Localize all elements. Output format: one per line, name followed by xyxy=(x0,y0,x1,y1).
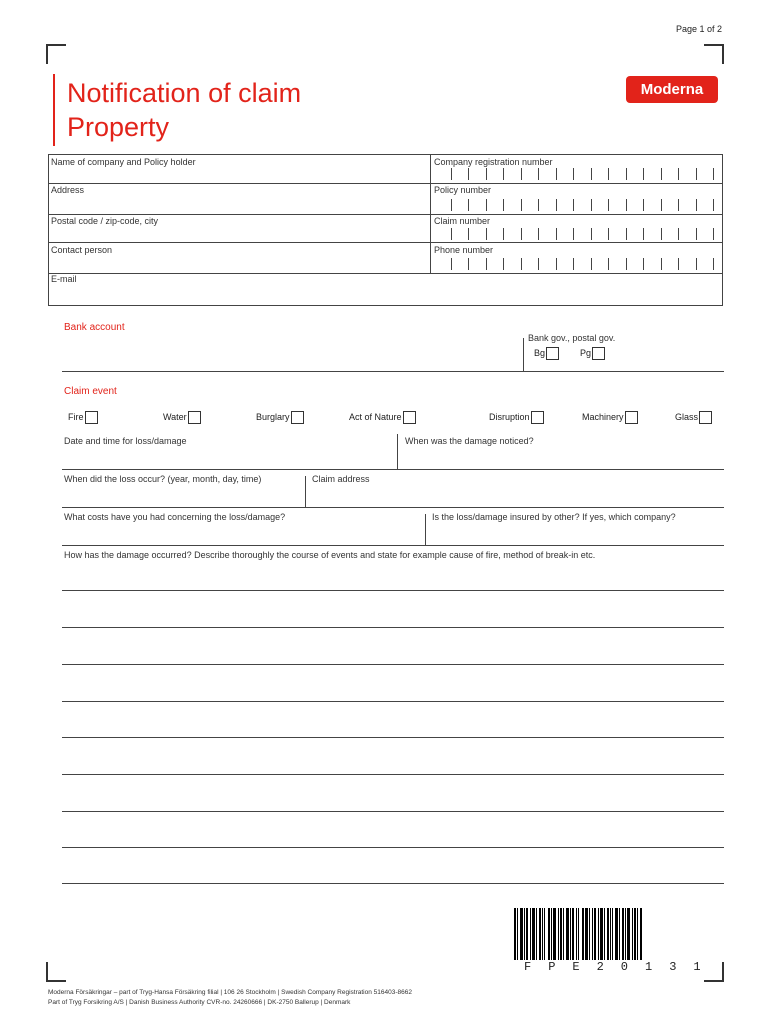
writing-line xyxy=(62,737,724,738)
footer-line-2: Part of Tryg Forsikring A/S | Danish Business Authority CVR-no. 24260666 | DK-2750 Ballerup | Denmark xyxy=(48,999,351,1006)
email-label: E-mail xyxy=(51,274,77,284)
crop-mark-top-right xyxy=(704,44,724,64)
bank-account-heading: Bank account xyxy=(64,322,125,333)
contact-person-field[interactable] xyxy=(50,256,428,272)
bank-account-field[interactable] xyxy=(62,340,520,368)
bank-underline xyxy=(62,371,724,372)
pg-label: Pg xyxy=(580,347,592,358)
row-underline xyxy=(62,469,724,470)
writing-line xyxy=(62,847,724,848)
act-of-nature-checkbox[interactable] xyxy=(403,411,416,424)
barcode-text: FPE20131 xyxy=(524,960,718,974)
costs-field[interactable] xyxy=(62,524,422,544)
writing-line xyxy=(62,590,724,591)
writing-line xyxy=(62,627,724,628)
machinery-checkbox[interactable] xyxy=(625,411,638,424)
address-field[interactable] xyxy=(50,196,428,212)
company-reg-label: Company registration number xyxy=(434,157,553,167)
bg-checkbox[interactable] xyxy=(546,347,559,360)
machinery-label: Machinery xyxy=(582,411,624,422)
title-accent-bar xyxy=(53,74,55,146)
phone-number-digits[interactable] xyxy=(430,248,723,273)
bank-gov-label: Bank gov., postal gov. xyxy=(528,333,616,343)
when-occur-field[interactable] xyxy=(62,486,302,506)
date-time-label: Date and time for loss/damage xyxy=(64,436,187,446)
row-underline xyxy=(62,507,724,508)
fire-label: Fire xyxy=(68,411,84,422)
date-time-field[interactable] xyxy=(62,448,394,468)
machinery-option[interactable] xyxy=(582,411,638,424)
fire-option[interactable] xyxy=(68,411,98,424)
row-divider xyxy=(305,476,306,507)
policy-number-label: Policy number xyxy=(434,185,492,195)
claim-number-digits[interactable] xyxy=(430,218,723,243)
insured-other-field[interactable] xyxy=(428,524,722,544)
disruption-label: Disruption xyxy=(489,411,530,422)
grid-row-line xyxy=(48,183,723,184)
email-field[interactable] xyxy=(50,286,720,304)
page-subtitle: Property xyxy=(67,112,170,142)
company-name-label: Name of company and Policy holder xyxy=(51,157,196,167)
burglary-checkbox[interactable] xyxy=(291,411,304,424)
postal-field[interactable] xyxy=(50,227,428,241)
company-name-field[interactable] xyxy=(50,168,428,182)
claim-address-field[interactable] xyxy=(308,486,722,506)
row-divider xyxy=(425,514,426,545)
footer-line-1: Moderna Försäkringar – part of Tryg-Hansa Försäkring filial | 106 26 Stockholm | Swedish Company Registration 516403-8662 xyxy=(48,989,412,996)
contact-person-label: Contact person xyxy=(51,245,113,255)
insured-other-label: Is the loss/damage insured by other? If yes, which company? xyxy=(432,512,676,522)
fire-checkbox[interactable] xyxy=(85,411,98,424)
writing-line xyxy=(62,883,724,884)
row-divider xyxy=(397,434,398,470)
writing-line xyxy=(62,664,724,665)
claim-address-label: Claim address xyxy=(312,474,370,484)
crop-mark-top-left xyxy=(46,44,66,64)
water-checkbox[interactable] xyxy=(188,411,201,424)
address-label: Address xyxy=(51,185,85,195)
bank-divider xyxy=(523,338,524,371)
burglary-label: Burglary xyxy=(256,411,290,422)
when-occur-label: When did the loss occur? (year, month, day, time) xyxy=(64,474,262,484)
disruption-checkbox[interactable] xyxy=(531,411,544,424)
claim-number-label: Claim number xyxy=(434,216,491,226)
crop-mark-bottom-left xyxy=(46,962,66,982)
bg-label: Bg xyxy=(534,347,546,358)
disruption-option[interactable] xyxy=(489,411,544,424)
policy-number-digits[interactable] xyxy=(430,189,723,214)
noticed-label: When was the damage noticed? xyxy=(405,436,534,446)
bg-option[interactable] xyxy=(534,347,559,360)
company-reg-digits[interactable] xyxy=(430,158,723,183)
glass-option[interactable] xyxy=(675,411,712,424)
writing-line xyxy=(62,701,724,702)
burglary-option[interactable] xyxy=(256,411,304,424)
writing-line xyxy=(62,774,724,775)
water-option[interactable] xyxy=(163,411,201,424)
barcode xyxy=(514,908,714,960)
page-title: Notification of claim xyxy=(67,78,302,108)
costs-label: What costs have you had concerning the loss/damage? xyxy=(64,512,286,522)
how-occurred-field[interactable] xyxy=(62,562,724,884)
how-occurred-label: How has the damage occurred? Describe thoroughly the course of events and state for example cause of fire, method of break-in etc. xyxy=(64,550,596,560)
page-number: Page 1 of 2 xyxy=(676,24,723,34)
postal-label: Postal code / zip-code, city xyxy=(51,216,159,226)
moderna-logo: Moderna xyxy=(626,76,718,103)
act-of-nature-label: Act of Nature xyxy=(349,411,402,422)
pg-checkbox[interactable] xyxy=(592,347,605,360)
glass-label: Glass xyxy=(675,411,699,422)
pg-option[interactable] xyxy=(580,347,605,360)
glass-checkbox[interactable] xyxy=(699,411,712,424)
grid-row-line xyxy=(48,273,723,274)
water-label: Water xyxy=(163,411,187,422)
row-underline xyxy=(62,545,724,546)
phone-number-label: Phone number xyxy=(434,245,494,255)
noticed-field[interactable] xyxy=(400,448,722,468)
writing-line xyxy=(62,811,724,812)
grid-row-line xyxy=(48,214,723,215)
claim-event-heading: Claim event xyxy=(64,386,117,397)
act-of-nature-option[interactable] xyxy=(349,411,416,424)
